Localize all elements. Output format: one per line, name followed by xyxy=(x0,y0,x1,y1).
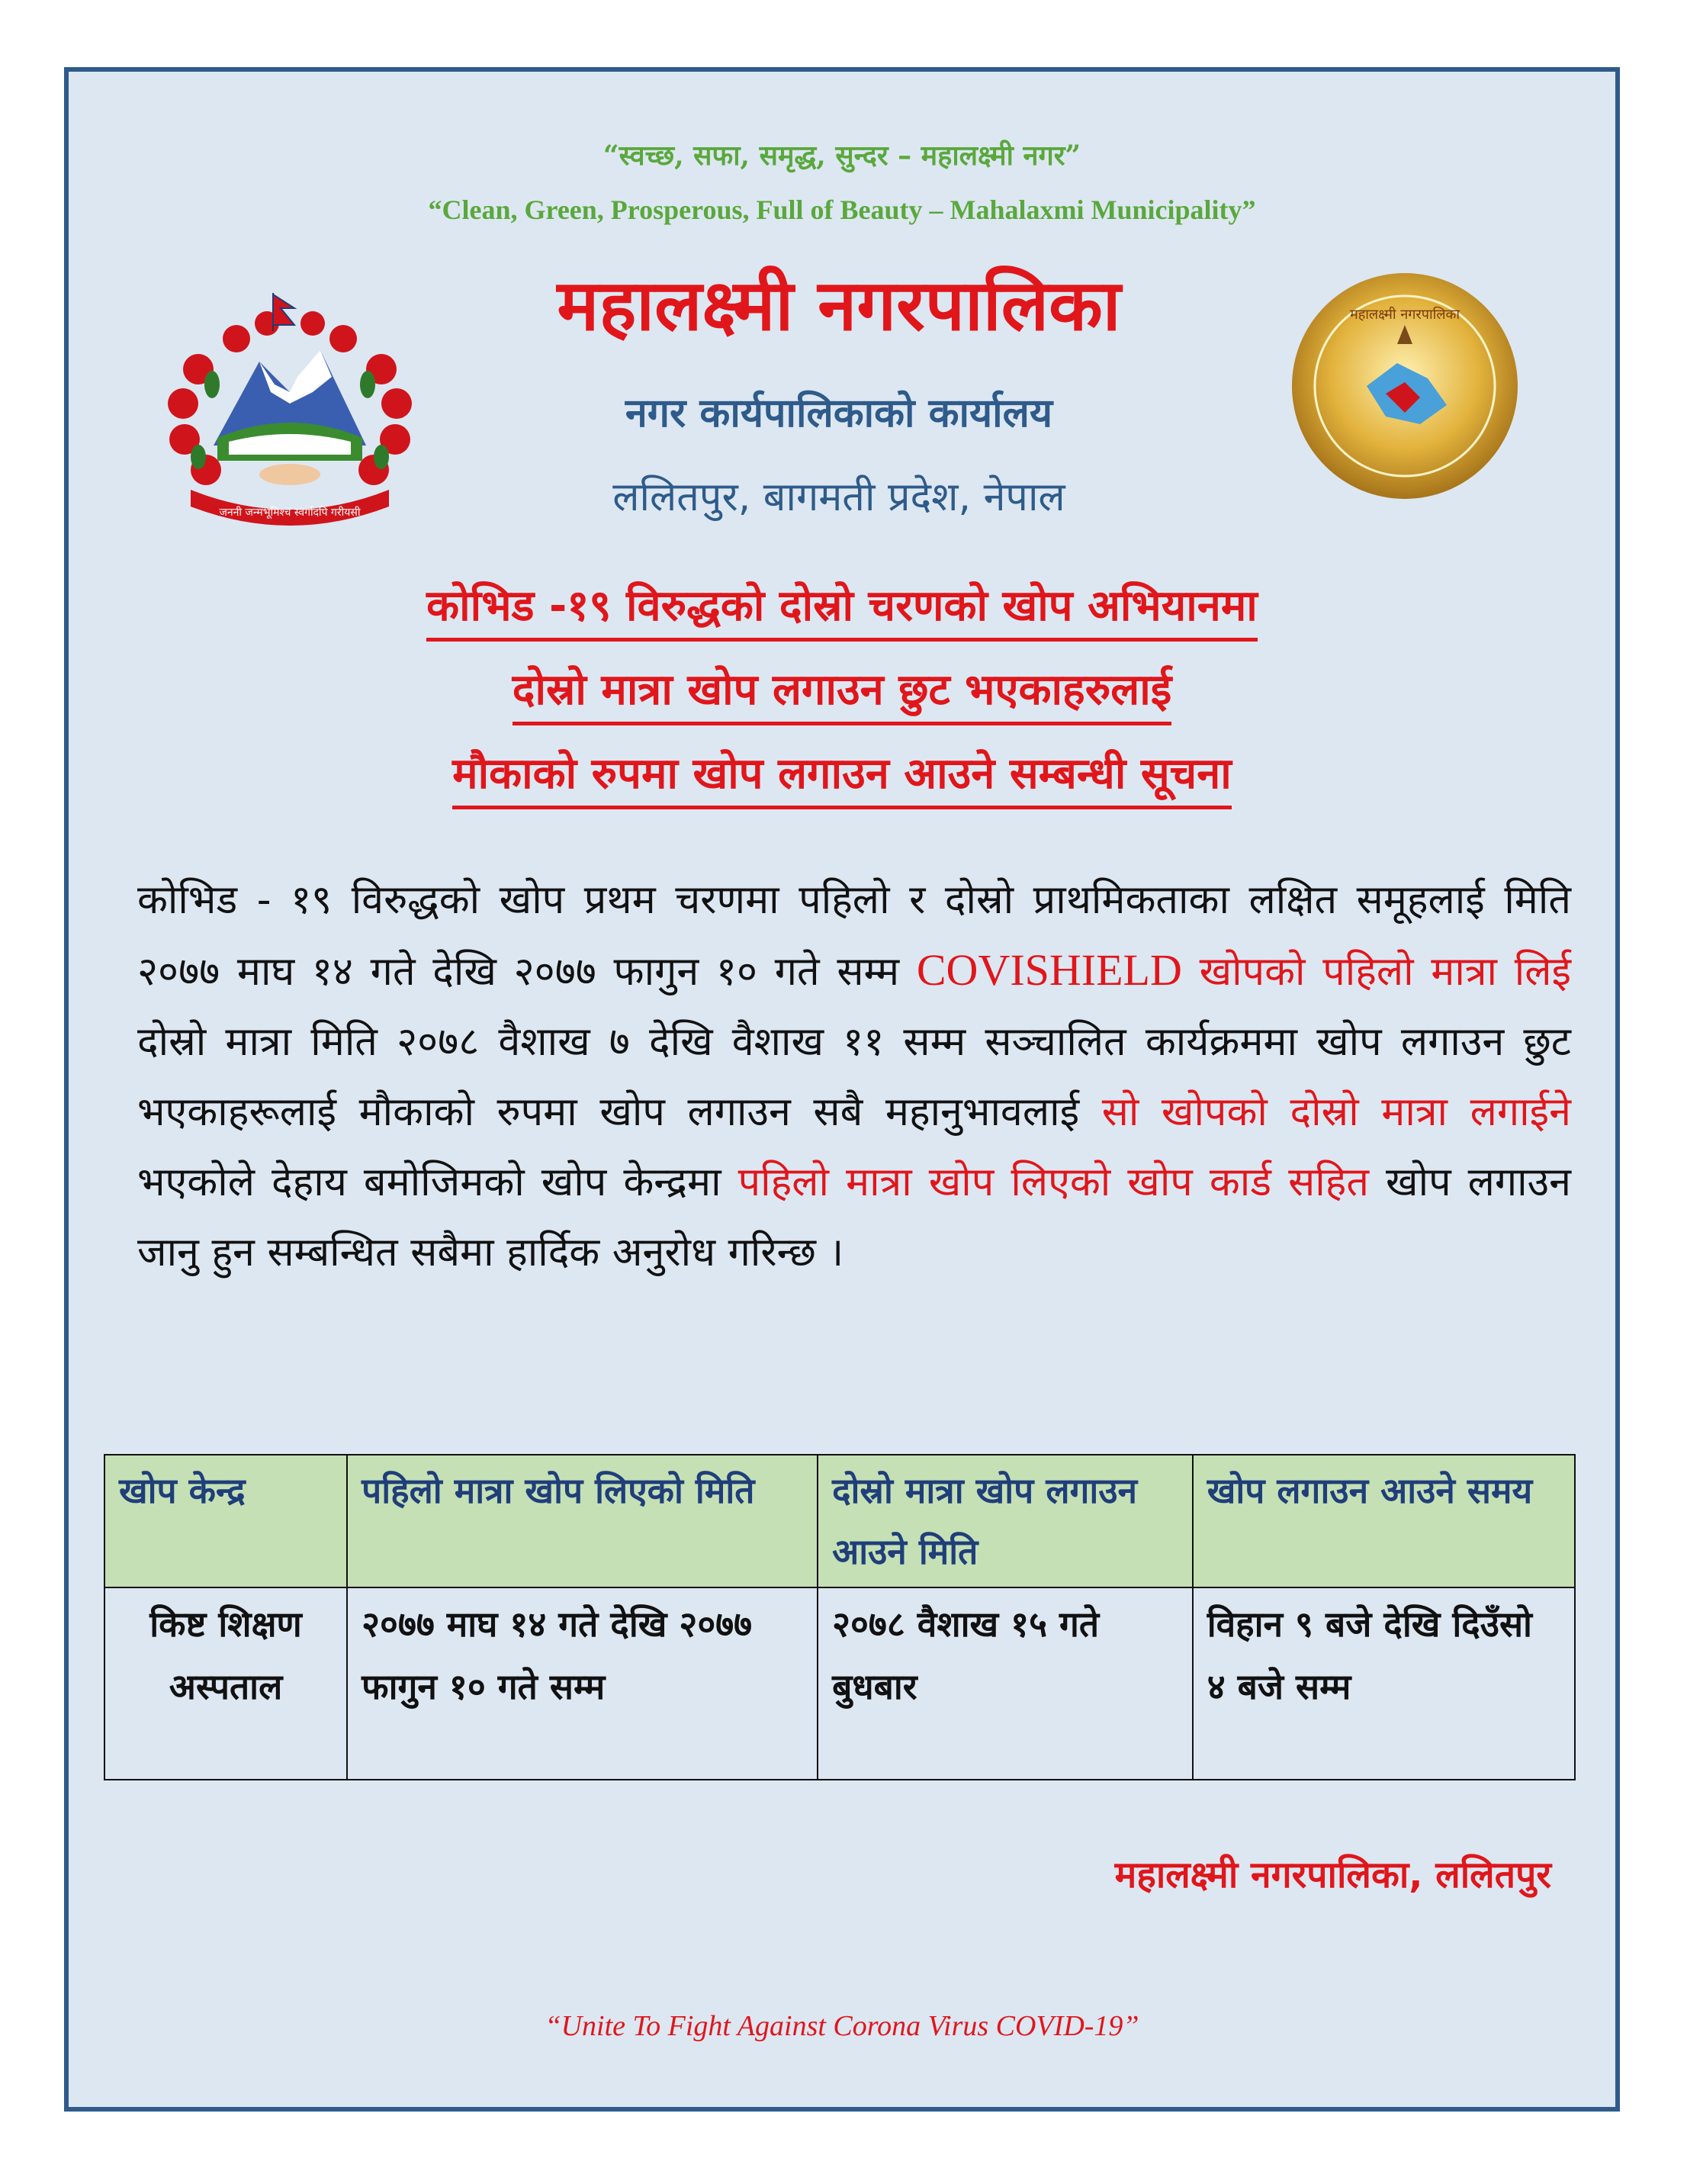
header-first-dose-date: पहिलो मात्रा खोप लिएको मिति xyxy=(347,1455,818,1587)
municipality-seal-icon xyxy=(1290,272,1519,500)
header-second-dose-date: दोस्रो मात्रा खोप लगाउन आउने मिति xyxy=(818,1455,1193,1587)
cell-second-dose-date: २०७८ वैशाख १५ गते बुधबार xyxy=(818,1587,1193,1780)
office-address: ललितपुर, बागमती प्रदेश, नेपाल xyxy=(612,474,1065,520)
notice-page xyxy=(64,67,1620,2112)
seal-text: महालक्ष्मी नगरपालिका xyxy=(1349,307,1460,323)
header-center: खोप केन्द्र xyxy=(104,1455,347,1587)
cell-center: किष्ट शिक्षण अस्पताल xyxy=(104,1587,347,1780)
notice-body: कोभिड - १९ विरुद्धको खोप प्रथम चरणमा पहिलो र दोस्रो प्राथमिकताका लक्षित समूहलाई मिति २०७७ माघ १४ गते देखि २०७७ फागुन १० गते सम्म COVISHIELD खोपको पहिलो मात्रा लिई दोस्रो मात्रा मिति २०७८ वैशाख ७ देखि वैशाख ११ सम्म सञ्चालित कार्यक्रममा खोप लगाउन छुट भएकाहरूलाई मौकाको रुपमा खोप लगाउन सबै महानुभावलाई सो खोपको दोस्रो मात्रा लगाईने भएकोले देहाय बमोजिमको खोप केन्द्रमा पहिलो मात्रा खोप लिएको खोप कार्ड सहित खोप लगाउन जानु हुन सम्बन्धित सबैमा हार्दिक अनुरोध गरिन्छ । xyxy=(137,877,1572,1275)
slogan-english: “Clean, Green, Prosperous, Full of Beauty – Mahalaxmi Municipality” xyxy=(428,195,1256,225)
slogan-nepali: “स्वच्छ, सफा, समृद्ध, सुन्दर – महालक्ष्मी नगर” xyxy=(602,140,1081,172)
notice-heading-line-2: दोस्रो मात्रा खोप लगाउन छुट भएकाहरुलाई xyxy=(69,659,1615,725)
office-name: नगर कार्यपालिकाको कार्यालय xyxy=(625,391,1053,436)
table-row xyxy=(104,1587,1575,1780)
notice-heading-line-1: कोभिड -१९ विरुद्धको दोस्रो चरणको खोप अभियानमा xyxy=(69,575,1615,642)
municipality-name: महालक्ष्मी नगरपालिका xyxy=(557,265,1121,346)
cell-first-dose-date: २०७७ माघ १४ गते देखि २०७७ फागुन १० गते सम्म xyxy=(347,1587,818,1780)
footer-slogan: “Unite To Fight Against Corona Virus COVID-19” xyxy=(545,2010,1139,2042)
signature: महालक्ष्मी नगरपालिका, ललितपुर xyxy=(1114,1854,1551,1896)
cell-time: विहान ९ बजे देखि दिउँसो ४ बजे सम्म xyxy=(1193,1587,1575,1780)
notice-heading-line-3: मौकाको रुपमा खोप लगाउन आउने सम्बन्धी सूचना xyxy=(69,743,1615,809)
emblem-motto: जननी जन्मभूमिश्च स्वर्गादपि गरीयसी xyxy=(219,507,361,519)
table-header-row xyxy=(104,1455,1575,1587)
header-time: खोप लगाउन आउने समय xyxy=(1193,1455,1575,1587)
vaccination-schedule-table xyxy=(104,1454,1576,1780)
